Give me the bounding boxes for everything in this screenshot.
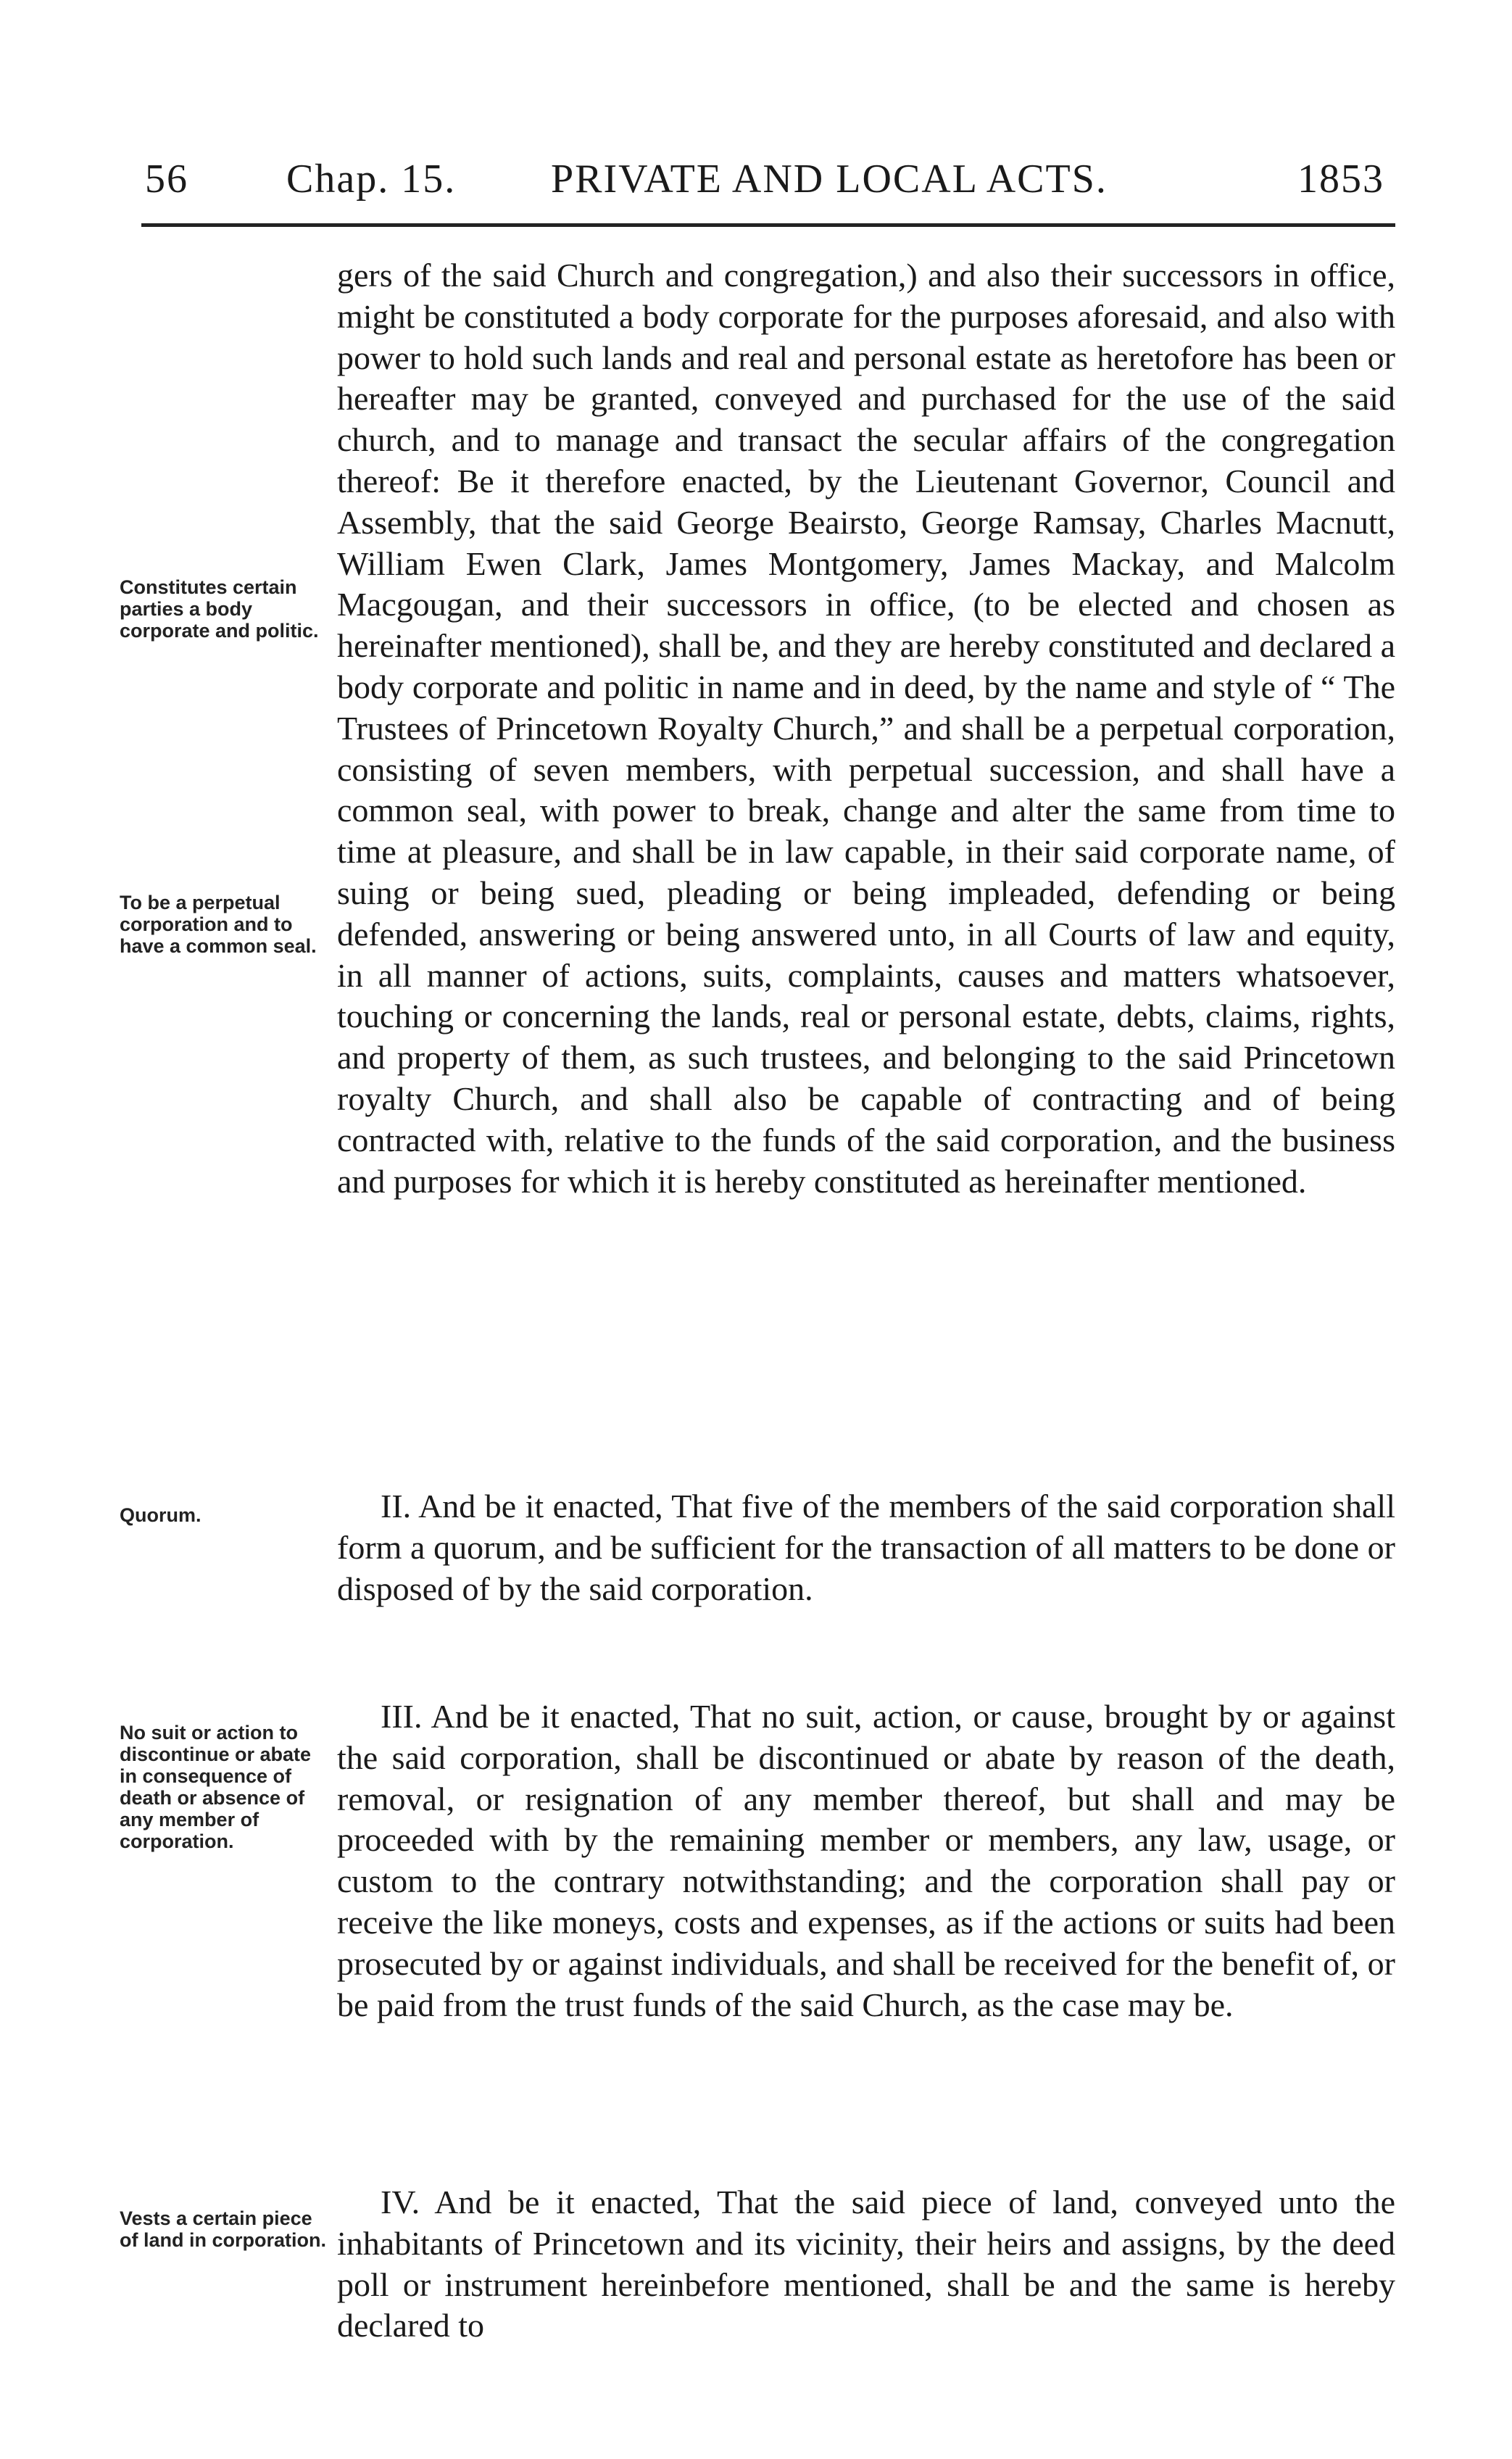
margin-note-no-suit-abate: No suit or action to discontinue or abate in consequence of death or absence of any member of corporation.: [120, 1722, 312, 1852]
margin-note-perpetual-corporation: To be a perpetual corporation and to have a common seal.: [120, 892, 317, 957]
paragraph-text: gers of the said Church and congregation,) and also their successors in office, might be constituted a body corporate for the purposes aforesaid, and also with power to hold such lands and real and personal estate as heretofore has been or hereafter may be granted, conveyed and purchased for the use of the said church, and to manage and transact the secular affairs of the congregation thereof: Be it therefore enacted, by the Lieutenant Governor, Council and Assembly, that the said George Beairsto, George Ramsay, Charles Macnutt, William Ewen Clark, James Montgomery, James Mackay, and Malcolm Macgougan, and their successors in office, (to be elected and chosen as hereinafter mentioned), shall be, and they are hereby constituted and declared a body corporate and politic in name and in deed, by the name and style of “ The Trustees of Princetown Royalty Church,” and shall be a perpetual corporation, consisting of seven members, with perpetual succession, and shall have a common seal, with power to break, change and alter the same from time to time at pleasure, and shall be in law capable, in their said corporate name, of suing or being sued, pleading or being impleaded, defending or being defended, answering or being answered unto, in all Courts of law and equity, in all manner of actions, suits, complaints, causes and matters whatsoever, touching or concerning the lands, real or personal estate, debts, claims, rights, and property of them, as such trustees, and belonging to the said Princetown royalty Church, and shall also be capable of contracting and of being contracted with, relative to the funds of the said corporation, and the business and purposes for which it is hereby constituted as hereinafter mentioned.: [337, 257, 1395, 1200]
section-3-suits: [337, 1696, 1395, 2025]
paragraph-text: IV. And be it enacted, That the said piece of land, conveyed unto the inhabitants of Princetown and its vicinity, their heirs and assigns, by the deed poll or instrument hereinbefore mentioned, shall be and the same is hereby declared to: [337, 2184, 1395, 2344]
running-header: [145, 156, 1406, 207]
paragraph-text: II. And be it enacted, That five of the members of the said corporation shall form a quorum, and be sufficient for the transaction of all matters to be done or disposed of by the said corporation.: [337, 1488, 1395, 1607]
page-number: 56: [145, 157, 188, 202]
margin-note-constitutes: Constitutes certain parties a body corporate and politic.: [120, 576, 319, 642]
paragraph-preamble-continued: [337, 255, 1395, 1202]
chapter-label: Chap. 15.: [286, 157, 457, 202]
section-4-land: [337, 2182, 1395, 2347]
year-label: 1853: [1297, 157, 1384, 202]
section-2-quorum: [337, 1486, 1395, 1609]
margin-note-vests-land: Vests a certain piece of land in corporation.: [120, 2207, 326, 2251]
margin-note-quorum: Quorum.: [120, 1504, 202, 1526]
running-title: PRIVATE AND LOCAL ACTS.: [551, 157, 1108, 202]
header-rule: [141, 223, 1395, 227]
paragraph-text: III. And be it enacted, That no suit, action, or cause, brought by or against the said corporation, shall be discontinued or abate by reason of the death, removal, or resignation of any member thereof, but shall and may be proceeded with by the remaining member or members, any law, usage, or custom to the contrary notwithstanding; and the corporation shall pay or receive the like moneys, costs and expenses, as if the actions or suits had been prosecuted by or against individuals, and shall be received for the benefit of, or be paid from the trust funds of the said Church, as the case may be.: [337, 1698, 1395, 2023]
